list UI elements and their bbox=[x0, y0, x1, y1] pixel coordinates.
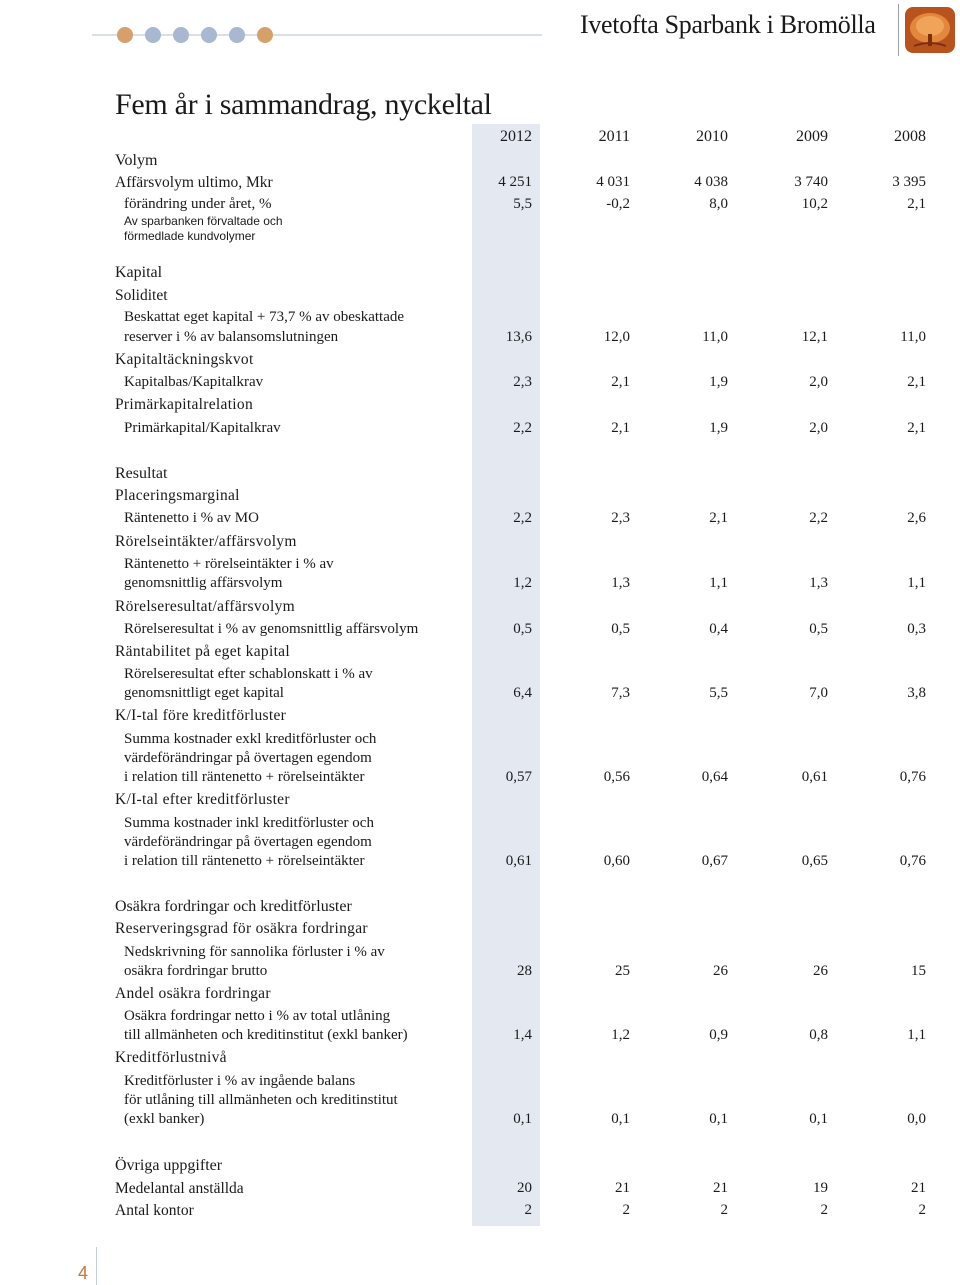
row-label: för utlåning till allmänheten och kreditinstitut bbox=[124, 1092, 398, 1108]
cell-value: 0,3 bbox=[907, 621, 926, 637]
cell-value: 2,0 bbox=[809, 420, 828, 436]
cell-value: 0,60 bbox=[603, 853, 630, 869]
cell-value: 2,6 bbox=[907, 510, 926, 526]
cell-value: 0,1 bbox=[809, 1111, 828, 1127]
year-header: 2011 bbox=[598, 128, 630, 145]
cell-value: 0,9 bbox=[709, 1027, 728, 1043]
row-label: förmedlade kundvolymer bbox=[124, 229, 256, 243]
year-header: 2012 bbox=[500, 128, 532, 145]
cell-value: 0,56 bbox=[603, 769, 630, 785]
row-label: Av sparbanken förvaltade och bbox=[124, 214, 283, 228]
bank-name: Ivetofta Sparbank i Bromölla bbox=[580, 10, 876, 39]
cell-value: 2 bbox=[820, 1202, 828, 1218]
cell-value: 0,64 bbox=[701, 769, 728, 785]
row-label: Kreditförluster i % av ingående balans bbox=[124, 1073, 356, 1089]
cell-value: 2,2 bbox=[513, 510, 532, 526]
cell-value: 7,3 bbox=[611, 685, 630, 701]
row-label: Kapitalbas/Kapitalkrav bbox=[124, 374, 264, 390]
cell-value: 25 bbox=[615, 963, 630, 979]
row-label: Osäkra fordringar netto i % av total utlåning bbox=[124, 1008, 391, 1024]
row-label: förändring under året, % bbox=[124, 196, 272, 212]
cell-value: 1,3 bbox=[611, 575, 630, 591]
decorative-dot bbox=[229, 27, 245, 43]
cell-value: 7,0 bbox=[809, 685, 828, 701]
row-label: Rörelseresultat i % av genomsnittlig affärsvolym bbox=[124, 621, 419, 637]
cell-value: 13,6 bbox=[505, 329, 532, 345]
cell-value: 0,0 bbox=[907, 1111, 926, 1127]
cell-value: 10,2 bbox=[801, 196, 828, 212]
cell-value: 12,1 bbox=[801, 329, 828, 345]
cell-value: 26 bbox=[713, 963, 728, 979]
cell-value: 28 bbox=[517, 963, 532, 979]
row-label: Soliditet bbox=[115, 287, 168, 304]
cell-value: 2 bbox=[720, 1202, 728, 1218]
cell-value: 20 bbox=[517, 1180, 532, 1196]
cell-value: 2 bbox=[918, 1202, 926, 1218]
page-title: Fem år i sammandrag, nyckeltal bbox=[115, 88, 492, 121]
cell-value: 2,1 bbox=[709, 510, 728, 526]
cell-value: 0,67 bbox=[701, 853, 728, 869]
cell-value: 11,0 bbox=[900, 329, 926, 345]
metric-heading: K/I-tal efter kreditförluster bbox=[115, 791, 290, 808]
cell-value: 21 bbox=[615, 1180, 630, 1196]
row-label: Affärsvolym ultimo, Mkr bbox=[115, 174, 273, 191]
cell-value: 2,1 bbox=[611, 374, 630, 390]
cell-value: 1,2 bbox=[513, 575, 532, 591]
current-year-column-highlight bbox=[472, 124, 540, 1226]
cell-value: 2,1 bbox=[907, 374, 926, 390]
cell-value: 0,1 bbox=[709, 1111, 728, 1127]
metric-heading: Rörelseintäkter/affärsvolym bbox=[115, 533, 297, 550]
row-label: Nedskrivning för sannolika förluster i % av bbox=[124, 944, 385, 960]
row-label: Rörelseresultat efter schablonskatt i % av bbox=[124, 666, 373, 682]
cell-value: 0,1 bbox=[513, 1111, 532, 1127]
row-label: genomsnittligt eget kapital bbox=[124, 685, 284, 701]
cell-value: 5,5 bbox=[709, 685, 728, 701]
decorative-dot bbox=[145, 27, 161, 43]
cell-value: 6,4 bbox=[513, 685, 532, 701]
cell-value: 2,1 bbox=[907, 196, 926, 212]
cell-value: 1,3 bbox=[809, 575, 828, 591]
section-heading: Övriga uppgifter bbox=[115, 1157, 223, 1174]
cell-value: 1,2 bbox=[611, 1027, 630, 1043]
metric-heading: Kapitaltäckningskvot bbox=[115, 351, 254, 368]
cell-value: 19 bbox=[813, 1180, 828, 1196]
decorative-dot bbox=[257, 27, 273, 43]
cell-value: 12,0 bbox=[603, 329, 630, 345]
cell-value: 8,0 bbox=[709, 196, 728, 212]
cell-value: 21 bbox=[911, 1180, 926, 1196]
cell-value: 1,9 bbox=[709, 420, 728, 436]
cell-value: 4 031 bbox=[596, 174, 630, 190]
row-label: till allmänheten och kreditinstitut (exkl banker) bbox=[124, 1027, 408, 1043]
cell-value: 5,5 bbox=[513, 196, 532, 212]
row-label: Räntenetto i % av MO bbox=[124, 510, 259, 526]
cell-value: 15 bbox=[911, 963, 926, 979]
row-label: (exkl banker) bbox=[124, 1111, 205, 1127]
row-label: reserver i % av balansomslutningen bbox=[124, 329, 339, 345]
cell-value: 0,61 bbox=[505, 853, 532, 869]
cell-value: 1,9 bbox=[709, 374, 728, 390]
page-number: 4 bbox=[78, 1263, 89, 1283]
cell-value: 2 bbox=[622, 1202, 630, 1218]
row-label: Summa kostnader inkl kreditförluster och bbox=[124, 815, 374, 831]
cell-value: 2,3 bbox=[513, 374, 532, 390]
metric-heading: Placeringsmarginal bbox=[115, 487, 240, 504]
cell-value: 11,0 bbox=[702, 329, 728, 345]
row-label: Medelantal anställda bbox=[115, 1180, 244, 1197]
metric-heading: K/I-tal före kreditförluster bbox=[115, 707, 287, 724]
cell-value: 0,5 bbox=[513, 621, 532, 637]
cell-value: -0,2 bbox=[606, 196, 630, 212]
row-label: Summa kostnader exkl kreditförluster och bbox=[124, 731, 377, 747]
section-heading: Volym bbox=[115, 152, 158, 169]
decorative-dot bbox=[201, 27, 217, 43]
header-divider bbox=[898, 4, 899, 56]
decorative-dot bbox=[117, 27, 133, 43]
cell-value: 26 bbox=[813, 963, 828, 979]
cell-value: 0,4 bbox=[709, 621, 728, 637]
decorative-dot-line bbox=[92, 24, 542, 46]
cell-value: 0,1 bbox=[611, 1111, 630, 1127]
metric-heading: Rörelseresultat/affärsvolym bbox=[115, 598, 295, 615]
cell-value: 0,8 bbox=[809, 1027, 828, 1043]
metric-heading: Primärkapitalrelation bbox=[115, 396, 254, 413]
cell-value: 2 bbox=[524, 1202, 532, 1218]
cell-value: 2,1 bbox=[611, 420, 630, 436]
cell-value: 0,61 bbox=[801, 769, 828, 785]
row-label: värdeförändringar på övertagen egendom bbox=[124, 834, 372, 850]
cell-value: 2,1 bbox=[907, 420, 926, 436]
tree-logo-icon bbox=[904, 6, 956, 54]
metric-heading: Räntabilitet på eget kapital bbox=[115, 643, 290, 660]
cell-value: 2,0 bbox=[809, 374, 828, 390]
section-heading: Kapital bbox=[115, 264, 163, 281]
decorative-dot bbox=[173, 27, 189, 43]
year-header: 2009 bbox=[796, 128, 828, 145]
cell-value: 3,8 bbox=[907, 685, 926, 701]
row-label: i relation till räntenetto + rörelseintäkter bbox=[124, 769, 365, 785]
row-label: genomsnittlig affärsvolym bbox=[124, 575, 283, 591]
row-label: Räntenetto + rörelseintäkter i % av bbox=[124, 556, 334, 572]
section-heading: Resultat bbox=[115, 465, 168, 482]
year-header: 2010 bbox=[696, 128, 728, 145]
cell-value: 21 bbox=[713, 1180, 728, 1196]
metric-heading: Kreditförlustnivå bbox=[115, 1049, 227, 1066]
cell-value: 0,5 bbox=[809, 621, 828, 637]
section-heading: Osäkra fordringar och kreditförluster bbox=[115, 898, 352, 915]
metric-heading: Andel osäkra fordringar bbox=[115, 985, 271, 1002]
cell-value: 2,2 bbox=[809, 510, 828, 526]
cell-value: 0,57 bbox=[505, 769, 532, 785]
page-number-rule bbox=[96, 1247, 97, 1285]
cell-value: 0,5 bbox=[611, 621, 630, 637]
cell-value: 3 395 bbox=[892, 174, 926, 190]
cell-value: 0,65 bbox=[801, 853, 828, 869]
cell-value: 0,76 bbox=[899, 769, 926, 785]
row-label: i relation till räntenetto + rörelseintäkter bbox=[124, 853, 365, 869]
cell-value: 3 740 bbox=[794, 174, 828, 190]
cell-value: 1,1 bbox=[709, 575, 728, 591]
cell-value: 2,3 bbox=[611, 510, 630, 526]
row-label: Antal kontor bbox=[115, 1202, 194, 1219]
cell-value: 2,2 bbox=[513, 420, 532, 436]
row-label: värdeförändringar på övertagen egendom bbox=[124, 750, 372, 766]
year-header: 2008 bbox=[894, 128, 926, 145]
row-label: Beskattat eget kapital + 73,7 % av obeskattade bbox=[124, 309, 405, 325]
row-label: Primärkapital/Kapitalkrav bbox=[124, 420, 281, 436]
cell-value: 4 038 bbox=[694, 174, 728, 190]
cell-value: 1,4 bbox=[513, 1027, 532, 1043]
metric-heading: Reserveringsgrad för osäkra fordringar bbox=[115, 920, 368, 937]
cell-value: 4 251 bbox=[498, 174, 532, 190]
row-label: osäkra fordringar brutto bbox=[124, 963, 268, 979]
cell-value: 1,1 bbox=[907, 575, 926, 591]
cell-value: 1,1 bbox=[907, 1027, 926, 1043]
cell-value: 0,76 bbox=[899, 853, 926, 869]
